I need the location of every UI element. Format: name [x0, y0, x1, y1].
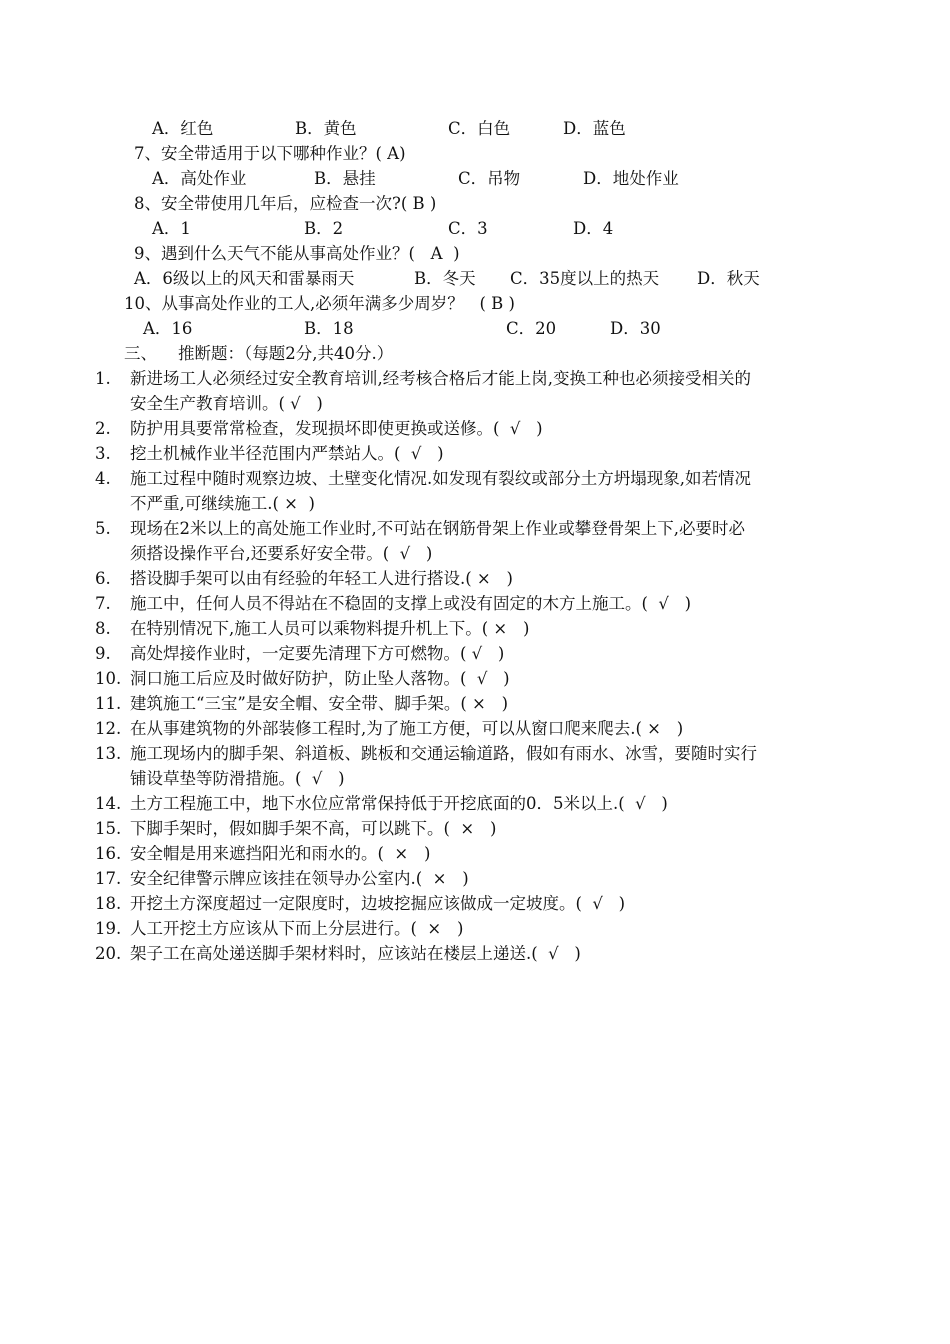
- q9-option-d: D．秋天: [697, 269, 760, 288]
- item-number: 11.: [95, 694, 122, 713]
- q8-option-c: C．3: [448, 219, 488, 238]
- item-19-line-1: 人工开挖土方应该从下而上分层进行。( × ): [130, 919, 464, 938]
- item-13-line-1: 施工现场内的脚手架、斜道板、跳板和交通运输道路，假如有雨水、冰雪，要随时实行: [130, 744, 757, 763]
- q6-option-c: C．白色: [448, 119, 511, 138]
- section-3-heading: 三、 推断题：（每题2分,共40分.）: [124, 344, 394, 363]
- item-number: 12.: [95, 719, 122, 738]
- item-number: 1.: [95, 369, 111, 388]
- q10-option-b: B．18: [304, 319, 354, 338]
- item-number: 18.: [95, 894, 122, 913]
- item-2-line-1: 防护用具要常常检查，发现损坏即使更换或送修。( √ ): [130, 419, 543, 438]
- item-13-line-2: 铺设草垫等防滑措施。( √ ): [130, 769, 345, 788]
- item-15-line-1: 下脚手架时，假如脚手架不高，可以跳下。( × ): [130, 819, 497, 838]
- item-16-line-1: 安全帽是用来遮挡阳光和雨水的。( × ): [130, 844, 431, 863]
- q6-option-a: A．红色: [152, 119, 214, 138]
- item-number: 20.: [95, 944, 122, 963]
- q7-option-d: D．地处作业: [583, 169, 679, 188]
- item-11-line-1: 建筑施工“三宝”是安全帽、安全带、脚手架。( × ): [130, 694, 509, 713]
- item-number: 8.: [95, 619, 111, 638]
- item-number: 13.: [95, 744, 122, 763]
- item-4-line-2: 不严重,可继续施工.( × ): [130, 494, 315, 513]
- q7-option-c: C．吊物: [458, 169, 521, 188]
- item-number: 4.: [95, 469, 111, 488]
- item-4-line-1: 施工过程中随时观察边坡、土壁变化情况.如发现有裂纹或部分土方坍塌现象,如若情况: [130, 469, 751, 488]
- item-number: 19.: [95, 919, 122, 938]
- item-number: 3.: [95, 444, 111, 463]
- item-1-line-1: 新进场工人必须经过安全教育培训,经考核合格后才能上岗,变换工种也必须接受相关的: [130, 369, 751, 388]
- q9-option-a: A．6级以上的风天和雷暴雨天: [134, 269, 355, 288]
- item-number: 10.: [95, 669, 122, 688]
- item-number: 16.: [95, 844, 122, 863]
- item-17-line-1: 安全纪律警示牌应该挂在领导办公室内.( × ): [130, 869, 469, 888]
- item-number: 7.: [95, 594, 111, 613]
- item-number: 15.: [95, 819, 122, 838]
- item-5-line-1: 现场在2米以上的高处施工作业时,不可站在钢筋骨架上作业或攀登骨架上下,必要时必: [130, 519, 745, 538]
- item-number: 9.: [95, 644, 111, 663]
- q9-option-c: C．35度以上的热天: [510, 269, 660, 288]
- item-number: 6.: [95, 569, 111, 588]
- q8-option-d: D．4: [573, 219, 614, 238]
- q10-option-c: C．20: [506, 319, 557, 338]
- item-5-line-2: 须搭设操作平台,还要系好安全带。( √ ): [130, 544, 433, 563]
- item-number: 17.: [95, 869, 122, 888]
- item-number: 14.: [95, 794, 122, 813]
- question-8: 8、安全带使用几年后，应检查一次?( B ): [134, 194, 437, 213]
- item-number: 2.: [95, 419, 111, 438]
- item-1-line-2: 安全生产教育培训。( √ ): [130, 394, 323, 413]
- q10-option-d: D．30: [610, 319, 661, 338]
- q8-option-b: B．2: [304, 219, 344, 238]
- question-9: 9、遇到什么天气不能从事高处作业？( A ): [134, 244, 460, 263]
- q10-option-a: A．16: [143, 319, 193, 338]
- q9-option-b: B．冬天: [414, 269, 476, 288]
- item-18-line-1: 开挖土方深度超过一定限度时，边坡挖掘应该做成一定坡度。( √ ): [130, 894, 626, 913]
- q6-option-d: D．蓝色: [563, 119, 626, 138]
- item-number: 5.: [95, 519, 111, 538]
- q7-option-b: B．悬挂: [314, 169, 376, 188]
- item-10-line-1: 洞口施工后应及时做好防护，防止坠人落物。( √ ): [130, 669, 510, 688]
- item-9-line-1: 高处焊接作业时，一定要先清理下方可燃物。( √ ): [130, 644, 505, 663]
- item-8-line-1: 在特别情况下,施工人员可以乘物料提升机上下。( × ): [130, 619, 530, 638]
- question-10: 10、从事高处作业的工人,必须年满多少周岁？ ( B ): [124, 294, 515, 313]
- q7-option-a: A．高处作业: [152, 169, 247, 188]
- item-6-line-1: 搭设脚手架可以由有经验的年轻工人进行搭设.( × ): [130, 569, 513, 588]
- q8-option-a: A．1: [152, 219, 191, 238]
- question-7: 7、安全带适用于以下哪种作业？( A): [134, 144, 406, 163]
- item-12-line-1: 在从事建筑物的外部装修工程时,为了施工方便，可以从窗口爬来爬去.( × ): [130, 719, 684, 738]
- item-7-line-1: 施工中，任何人员不得站在不稳固的支撑上或没有固定的木方上施工。( √ ): [130, 594, 692, 613]
- item-3-line-1: 挖土机械作业半径范围内严禁站人。( √ ): [130, 444, 444, 463]
- q6-option-b: B．黄色: [295, 119, 357, 138]
- item-14-line-1: 土方工程施工中，地下水位应常常保持低于开挖底面的0．5米以上.( √ ): [130, 794, 668, 813]
- item-20-line-1: 架子工在高处递送脚手架材料时，应该站在楼层上递送.( √ ): [130, 944, 581, 963]
